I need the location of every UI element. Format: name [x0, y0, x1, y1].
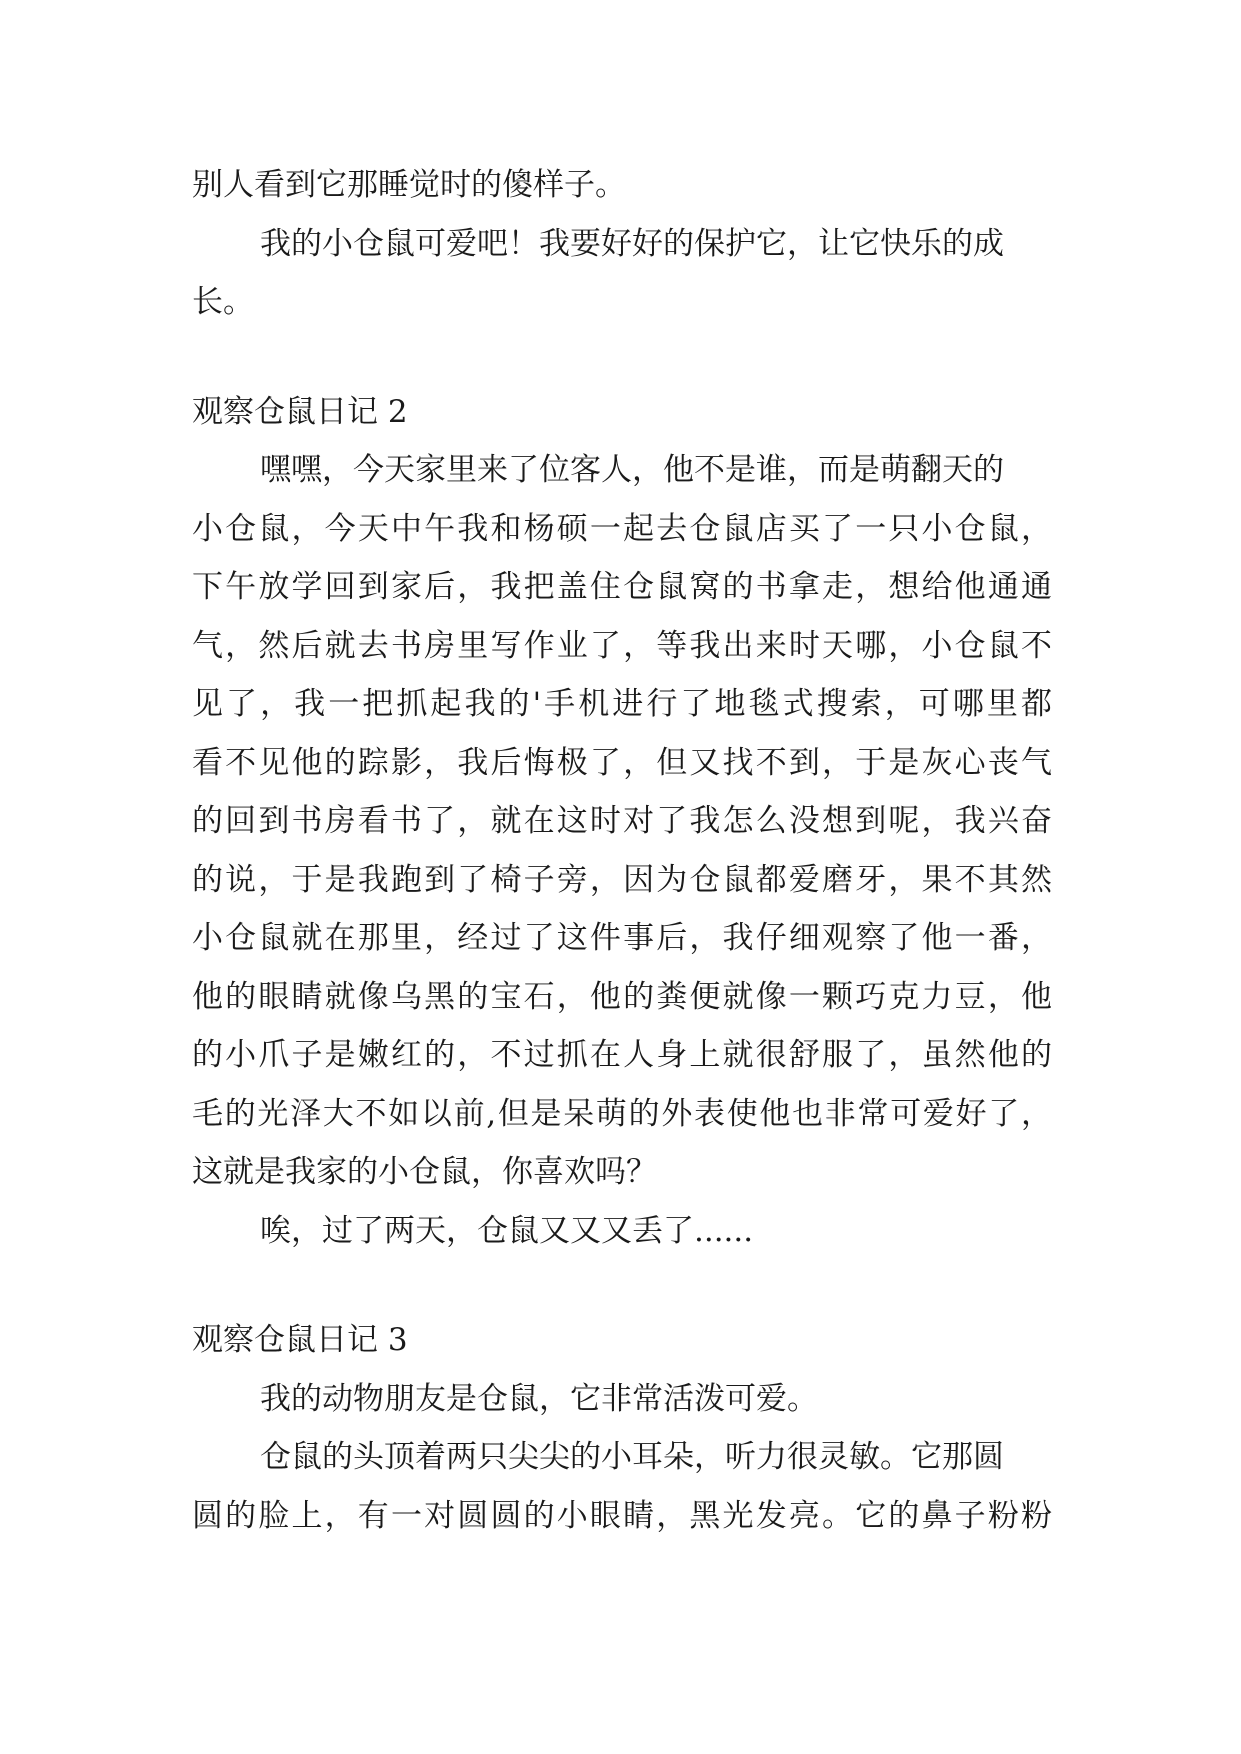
section-gap — [192, 332, 1052, 383]
paragraph-line: 毛的光泽大不如以前,但是呆萌的外表使他也非常可爱好了， — [192, 1095, 1052, 1132]
paragraph-line: 气，然后就去书房里写作业了，等我出来时天哪，小仓鼠不 — [192, 627, 1052, 664]
section-gap — [192, 1260, 1052, 1311]
paragraph-line: 我的动物朋友是仓鼠，它非常活泼可爱。 — [260, 1380, 818, 1417]
paragraph-line: 的回到书房看书了，就在这时对了我怎么没想到呢，我兴奋 — [192, 803, 1052, 839]
paragraph-line: 别人看到它那睡觉时的傻样子。 — [192, 167, 626, 203]
paragraph-line: 小仓鼠就在那里，经过了这件事后，我仔细观察了他一番， — [192, 920, 1052, 956]
section-title: 观察仓鼠日记 2 — [192, 393, 408, 430]
paragraph-line: 的说，于是我跑到了椅子旁，因为仓鼠都爱磨牙，果不其然 — [192, 861, 1052, 898]
paragraph-line: 圆的脸上，有一对圆圆的小眼睛，黑光发亮。它的鼻子粉粉 — [192, 1497, 1052, 1534]
paragraph-line: 见了，我一把抓起我的'手机进行了地毯式搜索，可哪里都 — [192, 686, 1052, 722]
paragraph-line: 仓鼠的头顶着两只尖尖的小耳朵，听力很灵敏。它那圆 — [260, 1439, 1004, 1475]
paragraph-line: 嘿嘿，今天家里来了位客人，他不是谁，而是萌翻天的 — [260, 452, 1004, 488]
paragraph-line: 唉，过了两天，仓鼠又又又丢了...... — [260, 1212, 754, 1249]
paragraph-line: 他的眼睛就像乌黑的宝石，他的粪便就像一颗巧克力豆，他 — [192, 978, 1052, 1015]
paragraph-line: 这就是我家的小仓鼠，你喜欢吗？ — [192, 1154, 657, 1190]
paragraph-line: 长。 — [192, 284, 254, 320]
paragraph-line: 小仓鼠，今天中午我和杨硕一起去仓鼠店买了一只小仓鼠， — [192, 510, 1052, 547]
paragraph-line: 的小爪子是嫩红的，不过抓在人身上就很舒服了，虽然他的 — [192, 1037, 1052, 1073]
section-title: 观察仓鼠日记 3 — [192, 1322, 408, 1358]
paragraph-line: 下午放学回到家后，我把盖住仓鼠窝的书拿走，想给他通通 — [192, 569, 1052, 605]
paragraph-line: 看不见他的踪影，我后悔极了，但又找不到，于是灰心丧气 — [192, 744, 1052, 781]
paragraph-line: 我的小仓鼠可爱吧！我要好好的保护它，让它快乐的成 — [260, 225, 1004, 262]
document-body — [192, 156, 1052, 1545]
